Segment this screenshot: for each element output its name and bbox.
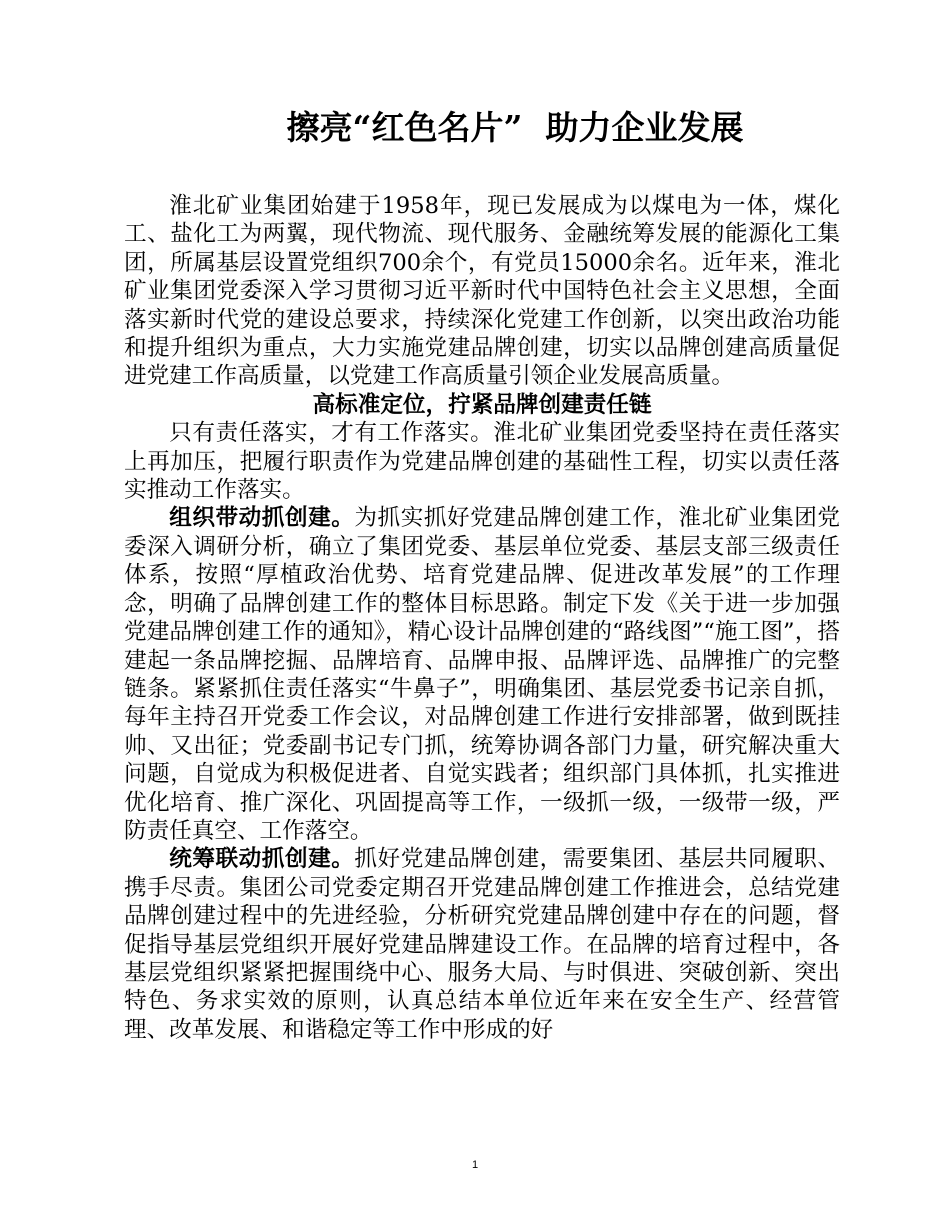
intro-paragraph: 淮北矿业集团始建于1958年，现已发展成为以煤电为一体，煤化工、盐化工为两翼，现代物流、现代服务、金融统筹发展的能源化工集团，所属基层设置党组织700余个，有党员15000余名。近年来，淮北矿业集团党委深入学习贯彻习近平新时代中国特色社会主义思想，全面落实新时代党的建设总要求，持续深化党建工作创新，以突出政治功能和提升组织为重点，大力实施党建品牌创建，切实以品牌创建高质量促进党建工作高质量，以党建工作高质量引领企业发展高质量。 (124, 193, 840, 390)
coordinate-lead: 统筹联动抓创建。 (169, 846, 355, 873)
section-intro-paragraph: 只有责任落实，才有工作落实。淮北矿业集团党委坚持在责任落实上再加压，把履行职责作为党建品牌创建的基础性工程，切实以责任落实推动工作落实。 (124, 420, 840, 504)
page-number: 1 (471, 1159, 479, 1171)
organize-text: 为抓实抓好党建品牌创建工作，淮北矿业集团党委深入调研分析，确立了集团党委、基层单位党委、基层支部三级责任体系，按照“厚植政治优势、培育党建品牌、促进改革发展”的工作理念，明确了品牌创建工作的整体目标思路。制定下发《关于进一步加强党建品牌创建工作的通知》，精心设计品牌创建的“路线图”“施工图”，搭建起一条品牌挖掘、品牌培育、品牌申报、品牌评选、品牌推广的完整链条。紧紧抓住责任落实“牛鼻子”，明确集团、基层党委书记亲自抓，每年主持召开党委工作会议，对品牌创建工作进行安排部署，做到既挂帅、又出征；党委副书记专门抓，统筹协调各部门力量，研究解决重大问题，自觉成为积极促进者、自觉实践者；组织部门具体抓，扎实推进优化培育、推广深化、巩固提高等工作，一级抓一级，一级带一级，严防责任真空、工作落空。 (124, 505, 841, 844)
organize-paragraph (124, 504, 840, 845)
organize-lead: 组织带动抓创建。 (169, 505, 355, 532)
coordinate-text: 抓好党建品牌创建，需要集团、基层共同履职、携手尽责。集团公司党委定期召开党建品牌创建工作推进会，总结党建品牌创建过程中的先进经验，分析研究党建品牌创建中存在的问题，督促指导基层党组织开展好党建品牌建设工作。在品牌的培育过程中，各基层党组织紧紧把握围绕中心、服务大局、与时俱进、突破创新、突出特色、务求实效的原则，认真总结本单位近年来在安全生产、经营管理、改革发展、和谐稳定等工作中形成的好 (124, 846, 841, 1043)
section-heading: 高标准定位，拧紧品牌创建责任链 (312, 391, 652, 418)
coordinate-paragraph (124, 845, 840, 1044)
document-title: 擦亮“红色名片” 助力企业发展 (286, 108, 744, 147)
document-body (124, 192, 840, 1044)
